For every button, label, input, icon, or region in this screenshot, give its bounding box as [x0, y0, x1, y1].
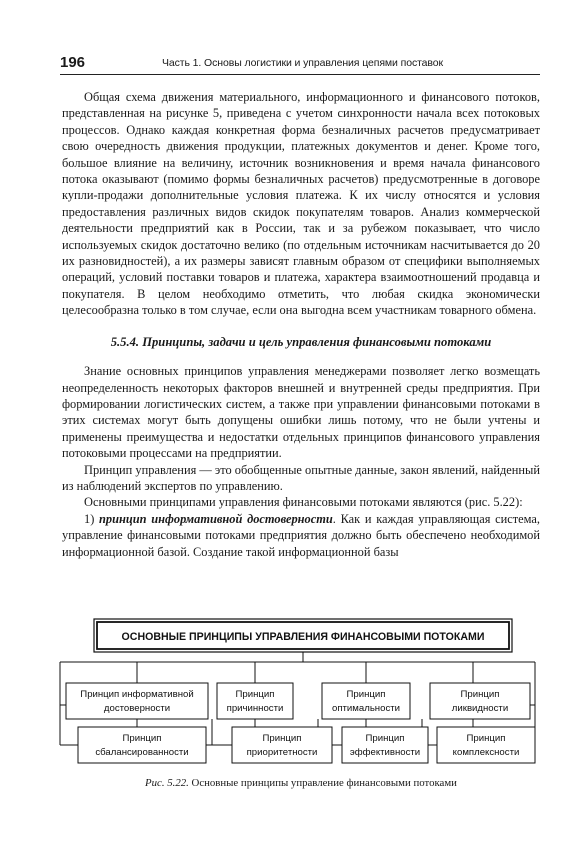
- page-number: 196: [60, 54, 86, 71]
- principle-bottom-3-line2: эффективности: [349, 747, 421, 758]
- principle-bottom-1-line1: Принцип: [122, 733, 162, 744]
- principle-top-4-line1: Принцип: [460, 689, 500, 700]
- principle-bottom-2-line1: Принцип: [262, 733, 302, 744]
- paragraph-3: Принцип управления — это обобщенные опытные данные, закон явлений, найденный из наблюдений экспертов по управлению.: [62, 462, 540, 493]
- paragraph-2: Знание основных принципов управления менеджерами позволяет легко возмещать неопределенность некоторых факторов внешней и внутренней среды предприятия. При формировании логистических систем, а также при управлении финансовыми потоками в этих системах могут быть допущены ошибки лишь потому, что не были учтены и применены преимущества и недостатки отдельных принципов финансового управления потоковыми процессами на предприятии.: [62, 364, 540, 461]
- figure-caption-text: Основные принципы управление финансовыми потоками: [188, 777, 457, 789]
- principle-top-3-line2: оптимальности: [332, 703, 400, 714]
- section-title: 5.5.4. Принципы, задачи и цель управления финансовыми потоками: [110, 334, 492, 349]
- running-title: Часть 1. Основы логистики и управления цепями поставок: [162, 57, 444, 69]
- principle-bottom-3-line1: Принцип: [365, 733, 405, 744]
- diagram-title: ОСНОВНЫЕ ПРИНЦИПЫ УПРАВЛЕНИЯ ФИНАНСОВЫМИ ПОТОКАМИ: [121, 631, 485, 643]
- figure-caption-label: Рис. 5.22.: [145, 777, 189, 789]
- principle-bottom-4-line2: комплексности: [452, 747, 520, 758]
- principle-top-3-line1: Принцип: [346, 689, 386, 700]
- figure-caption: [62, 777, 540, 789]
- paragraph-5-rest: . Как и каждая управляющая система, управление финансовыми потоками предприятия должно быть обеспечено необходимой информационной базой. Создание такой информационной базы: [62, 511, 541, 559]
- principle-top-2-line1: Принцип: [235, 689, 275, 700]
- principle-bottom-1-line2: сбалансированности: [95, 747, 189, 758]
- principle-top-1-line1: Принцип информативной: [80, 689, 194, 700]
- paragraph-4: Основными принципами управления финансовыми потоками являются (рис. 5.22):: [84, 495, 523, 510]
- paragraph-1: Общая схема движения материального, информационного и финансового потоков, представленная на рисунке 5, приведена с учетом синхронности начала всех потоковых процессов. Однако каждая конкретная форма безналичных расчетов предусматривает свою очередность движения продукции, платежных документов и денег. Кроме того, большое влияние на величину, источник возникновения и время начала финансового потока оказывают (помимо формы безналичных расчетов) предусмотренные в договоре купли-продажи дополнительные условия платежа. К их числу относятся и условия предоставления различных видов скидок покупателям товаров. Анализ коммерческой деятельности предприятий как в России, так и за рубежом показывает, что число используемых скидок достаточно велико (по отдельным источникам насчитывается до 20 их разновидностей), а их размеры зависят главным образом от специфики выполняемых операций, условий поставки товаров и платежа, характера взаимоотношений продавца и покупателя. В целом необходимо отметить, что любая скидка экономически целесообразна только в том случае, если она выгодна всем участникам товарного обмена.: [62, 90, 540, 318]
- paragraph-5-lead: 1): [84, 511, 100, 526]
- principle-top-1-line2: достоверности: [103, 703, 171, 714]
- principle-bottom-4-line1: Принцип: [466, 733, 506, 744]
- principle-bottom-2-line2: приоритетности: [246, 747, 318, 758]
- principle-top-2-line2: причинности: [226, 703, 284, 714]
- principle-top-4-line2: ликвидности: [451, 703, 509, 714]
- paragraph-5-term: принцип информативной достоверности: [99, 511, 333, 526]
